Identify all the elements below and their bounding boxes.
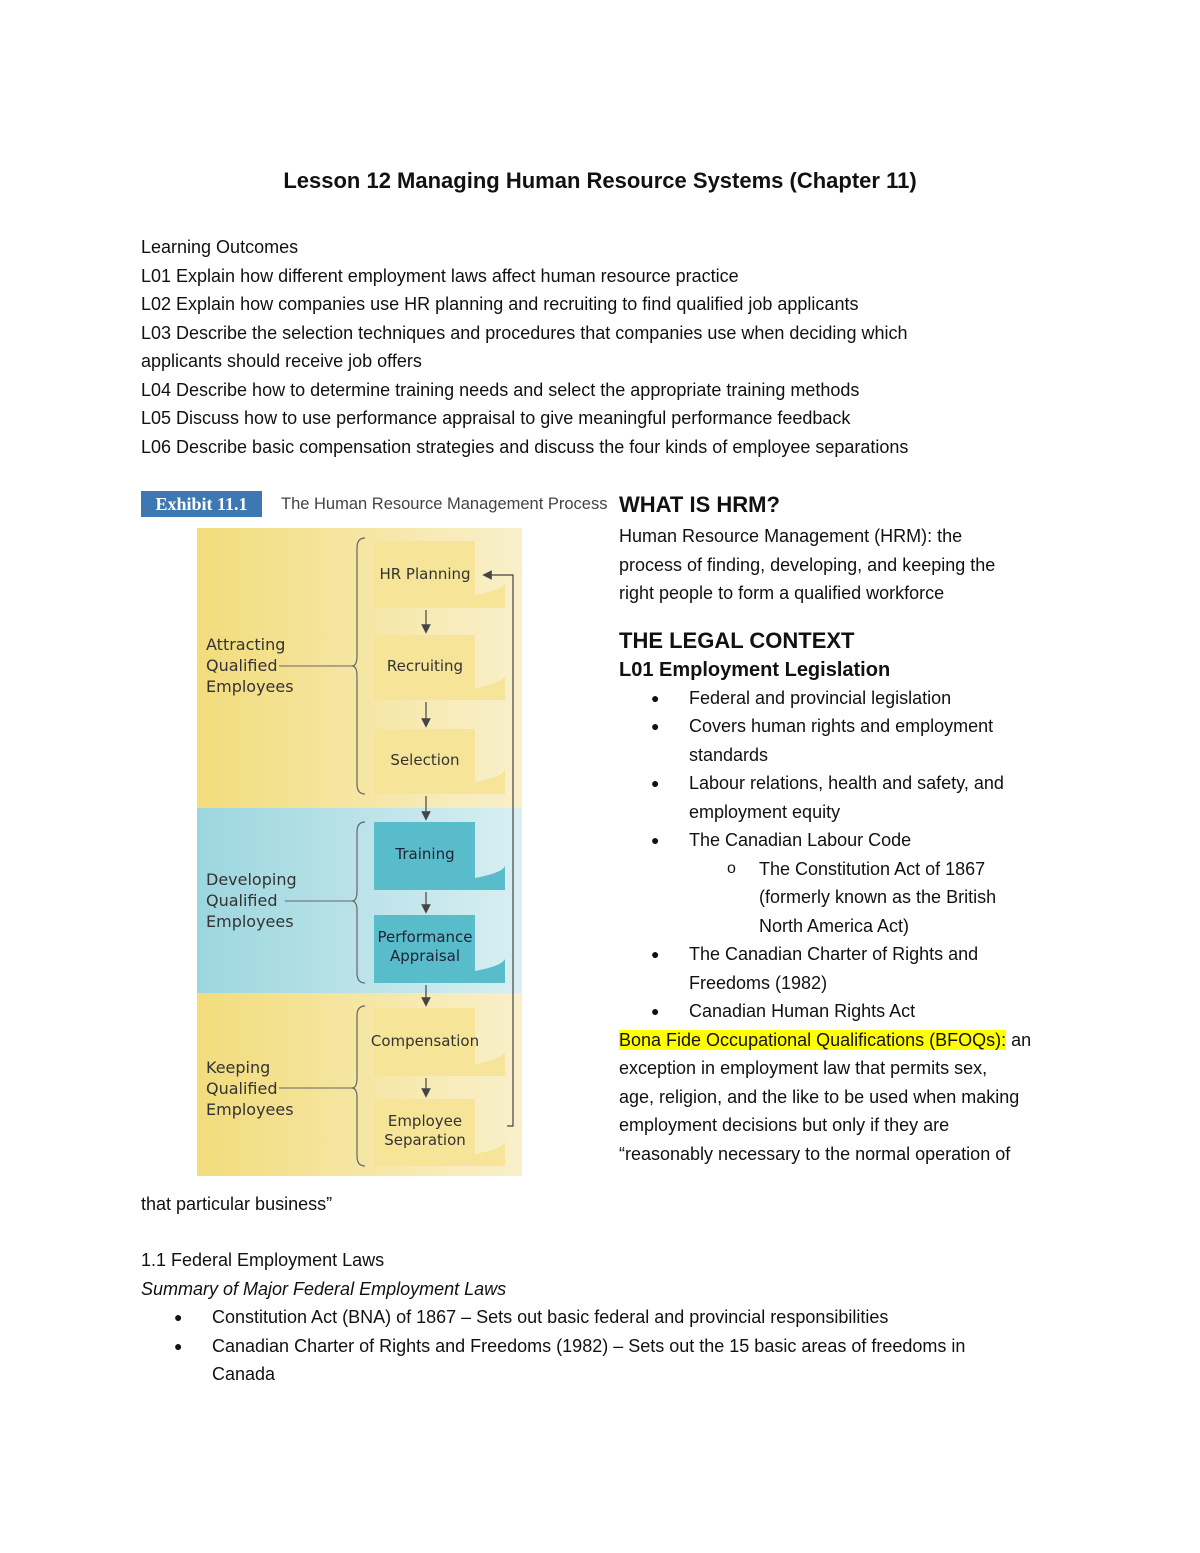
list-item: ● The Canadian Charter of Rights and Freedoms (1982) xyxy=(619,940,1079,997)
list-item: ● The Canadian Labour Code o The Constitution Act of 1867 (formerly known as the British North America Act) xyxy=(619,826,1079,940)
hrm-def-3: right people to form a qualified workforce xyxy=(619,583,945,603)
exhibit-badge: Exhibit 11.1 xyxy=(141,491,262,517)
group-developing-line2: Qualified xyxy=(206,891,278,910)
group-keeping-line1: Keeping xyxy=(206,1058,271,1077)
outcome-l05: L05 Discuss how to use performance appraisal to give meaningful performance feedback xyxy=(141,408,851,428)
federal-laws-list xyxy=(141,1303,1061,1389)
list-item: ● Canadian Charter of Rights and Freedoms (1982) – Sets out the 15 basic areas of freedoms in Canada xyxy=(141,1332,1061,1389)
group-attracting-line3: Employees xyxy=(206,677,294,696)
page-title: Lesson 12 Managing Human Resource Systems (Chapter 11) xyxy=(283,168,917,193)
legislation-list xyxy=(619,684,1079,1026)
group-developing-line3: Employees xyxy=(206,912,294,931)
exhibit-header xyxy=(141,491,611,517)
bfoq-line-1: exception in employment law that permits sex, xyxy=(619,1058,988,1078)
step-training-label: Training xyxy=(395,845,455,863)
hrm-term: Human Resource Management (HRM): xyxy=(619,526,933,546)
hrm-process-diagram xyxy=(197,528,522,1176)
step-separation-label-2: Separation xyxy=(384,1131,466,1149)
bullet-icon: ● xyxy=(174,1309,183,1325)
bullet-icon: ● xyxy=(651,718,660,734)
section-heading: 1.1 Federal Employment Laws xyxy=(141,1250,385,1270)
group-developing-line1: Developing xyxy=(206,870,297,889)
hrm-def-2: process of finding, developing, and keeping the xyxy=(619,554,996,575)
step-selection-label: Selection xyxy=(390,751,460,769)
outcome-l06: L06 Describe basic compensation strategies and discuss the four kinds of employee separations xyxy=(141,436,909,457)
bfoq-definition: Bona Fide Occupational Qualifications (BFOQs): an xyxy=(619,1029,1032,1050)
hrm-def-1: the xyxy=(932,526,963,546)
legislation-heading: L01 Employment Legislation xyxy=(619,658,891,681)
sub-list-item: o The Constitution Act of 1867 (formerly known as the British North America Act) xyxy=(689,855,1079,941)
step-separation-label-1: Employee xyxy=(387,1112,463,1130)
bullet-icon: ● xyxy=(651,832,660,848)
sub-list xyxy=(689,855,1079,941)
list-item: ● Constitution Act (BNA) of 1867 – Sets out basic federal and provincial responsibilities xyxy=(141,1303,1061,1332)
outcome-l02: L02 Explain how companies use HR planning and recruiting to find qualified job applicants xyxy=(141,294,859,314)
hrm-heading: WHAT IS HRM? xyxy=(619,492,780,517)
learning-outcomes xyxy=(141,233,1041,461)
step-compensation-label: Compensation xyxy=(370,1032,480,1050)
bullet-icon: ● xyxy=(651,775,660,791)
list-item: ● Covers human rights and employment standards xyxy=(619,712,1079,769)
section-subheading: Summary of Major Federal Employment Laws xyxy=(141,1278,507,1299)
list-item: ● Federal and provincial legislation xyxy=(619,684,1079,713)
step-performance-label-2: Appraisal xyxy=(389,947,461,965)
bullet-icon: ● xyxy=(651,689,660,706)
outcome-l04: L04 Describe how to determine training needs and select the appropriate training methods xyxy=(141,379,860,400)
outcome-l03: L03 Describe the selection techniques and procedures that companies use when deciding which xyxy=(141,322,908,343)
right-column xyxy=(619,490,1079,1168)
group-attracting-line2: Qualified xyxy=(206,656,278,675)
list-item: ● Canadian Human Rights Act xyxy=(619,997,1079,1026)
group-keeping-line3: Employees xyxy=(206,1100,294,1119)
bfoq-tail: that particular business” xyxy=(141,1194,333,1214)
step-recruiting-label: Recruiting xyxy=(386,657,464,675)
legal-heading: THE LEGAL CONTEXT xyxy=(619,627,855,653)
sub-bullet-icon: o xyxy=(727,859,736,877)
list-item: ● Labour relations, health and safety, and employment equity xyxy=(619,769,1079,826)
federal-laws-section xyxy=(141,1246,1061,1389)
outcome-l01: L01 Explain how different employment laws affect human resource practice xyxy=(141,265,739,286)
bullet-icon: ● xyxy=(174,1337,183,1354)
bfoq-term: Bona Fide Occupational Qualifications (BFOQs): xyxy=(619,1029,1007,1050)
group-attracting-line1: Attracting xyxy=(206,635,286,654)
outcomes-heading: Learning Outcomes xyxy=(141,237,299,257)
bfoq-line-4: “reasonably necessary to the normal operation of xyxy=(619,1143,1011,1164)
group-keeping-line2: Qualified xyxy=(206,1079,278,1098)
exhibit-caption: The Human Resource Management Process xyxy=(281,495,608,513)
bfoq-line-2: age, religion, and the like to be used when making xyxy=(619,1086,1020,1107)
outcome-l03-cont: applicants should receive job offers xyxy=(141,351,422,371)
step-hr-planning-label: HR Planning xyxy=(379,565,471,583)
step-performance-label-1: Performance xyxy=(377,928,473,946)
bfoq-line-3: employment decisions but only if they are xyxy=(619,1115,950,1135)
bullet-icon: ● xyxy=(651,946,660,962)
hrm-definition xyxy=(619,522,1079,551)
bullet-icon: ● xyxy=(651,1003,660,1019)
